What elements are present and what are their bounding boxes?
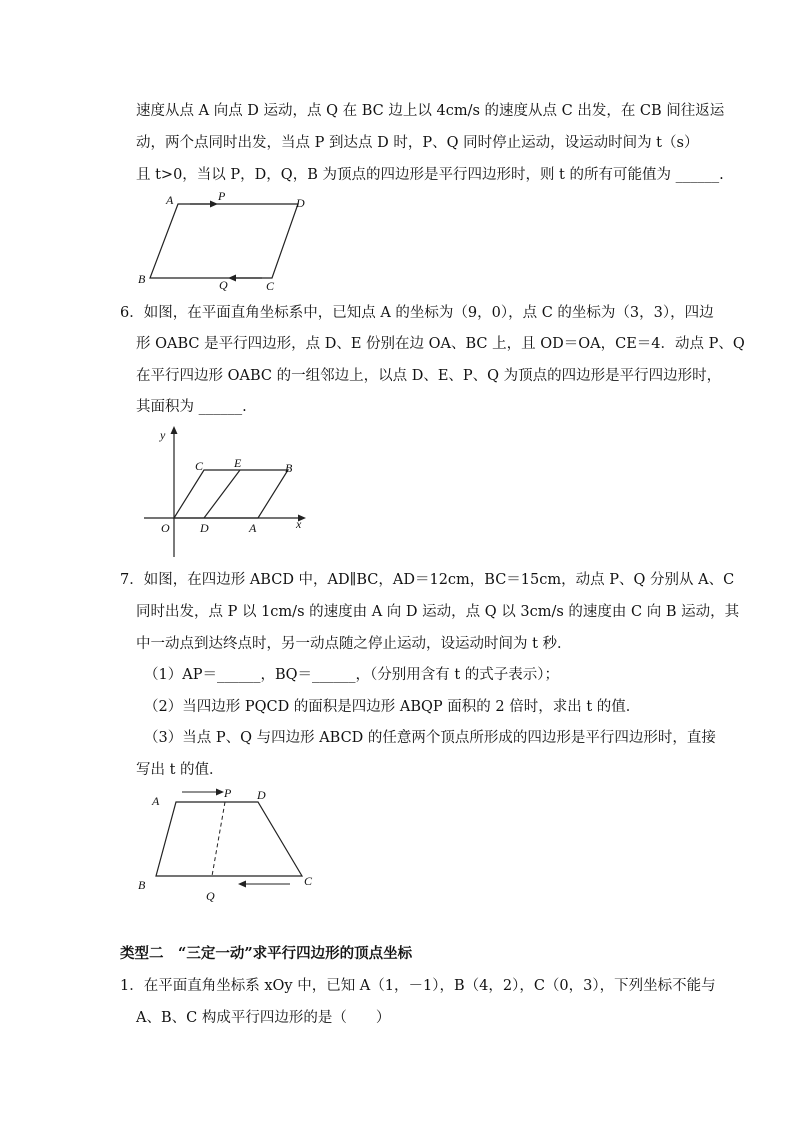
p6-line-3: 在平行四边形 OABC 的一组邻边上，以点 D、E、P、Q 为顶点的四边形是平行四边形时， <box>136 368 722 384</box>
p5-line-3: 且 t>0，当以 P，D，Q，B 为顶点的四边形是平行四边形时，则 t 的所有可能值为 ______. <box>136 167 724 183</box>
q1-line-1: 1．在平面直角坐标系 xOy 中，已知 A（1，－1），B（4，2），C（0，3），下列坐标不能与 <box>120 978 716 994</box>
p5-line-2: 动，两个点同时出发，当点 P 到达点 D 时，P、Q 同时停止运动，设运动时间为 t（s） <box>136 135 699 151</box>
p6-line-1: 6．如图，在平面直角坐标系中，已知点 A 的坐标为（9，0），点 C 的坐标为（3，3），四边 <box>120 305 714 321</box>
section-heading: 类型二 “三定一动”求平行四边形的顶点坐标 <box>120 945 413 962</box>
p6-label-E: E <box>234 456 242 470</box>
p6-label-C: C <box>195 459 204 473</box>
p6-line-2: 形 OABC 是平行四边形，点 D、E 份别在边 OA、BC 上，且 OD＝OA，CE＝4．动点 P、Q <box>136 336 745 352</box>
p5-line-1: 速度从点 A 向点 D 运动，点 Q 在 BC 边上以 4cm/s 的速度从点 C 出发，在 CB 间往返运 <box>136 103 725 119</box>
p5-label-D: D <box>296 196 305 210</box>
p7-figure <box>132 782 332 907</box>
p6-label-y: y <box>160 428 166 442</box>
q1-line-2: A、B、C 构成平行四边形的是（ ） <box>136 1010 391 1026</box>
p7-label-P: P <box>224 786 232 800</box>
p6-label-B: B <box>285 461 293 475</box>
p6-label-O: O <box>161 521 170 535</box>
p5-figure <box>130 190 320 295</box>
p7-item-3-cont: 写出 t 的值． <box>136 762 224 778</box>
p7-label-D: D <box>257 788 266 802</box>
p7-line-3: 中一动点到达终点时，另一动点随之停止运动，设运动时间为 t 秒． <box>136 636 572 652</box>
p7-line-2: 同时出发，点 P 以 1cm/s 的速度由 A 向 D 运动，点 Q 以 3cm/s 的速度由 C 向 B 运动，其 <box>136 604 740 620</box>
p5-label-P: P <box>218 190 226 203</box>
p5-label-A: A <box>166 193 174 207</box>
p7-label-B: B <box>138 878 146 892</box>
p6-label-A: A <box>249 521 257 535</box>
p6-label-x: x <box>296 517 302 531</box>
p5-label-C: C <box>266 279 275 293</box>
p7-item-3: （3）当点 P、Q 与四边形 ABCD 的任意两个顶点所形成的四边形是平行四边形时，直接 <box>144 730 716 746</box>
p7-label-Q: Q <box>206 889 215 903</box>
p7-item-2: （2）当四边形 PQCD 的面积是四边形 ABQP 面积的 2 倍时，求出 t 的值． <box>144 699 641 715</box>
p6-label-D: D <box>200 521 209 535</box>
p5-label-B: B <box>138 272 146 286</box>
p6-line-4: 其面积为 ______. <box>136 399 247 415</box>
p5-label-Q: Q <box>219 278 228 292</box>
p7-item-1: （1）AP＝______，BQ＝______，（分别用含有 t 的式子表示）； <box>144 667 560 683</box>
p7-label-C: C <box>304 874 313 888</box>
p7-line-1: 7．如图，在四边形 ABCD 中，AD∥BC，AD＝12cm，BC＝15cm，动点 P、Q 分别从 A、C <box>120 572 735 588</box>
p6-figure <box>140 422 320 562</box>
p7-label-A: A <box>152 794 160 808</box>
